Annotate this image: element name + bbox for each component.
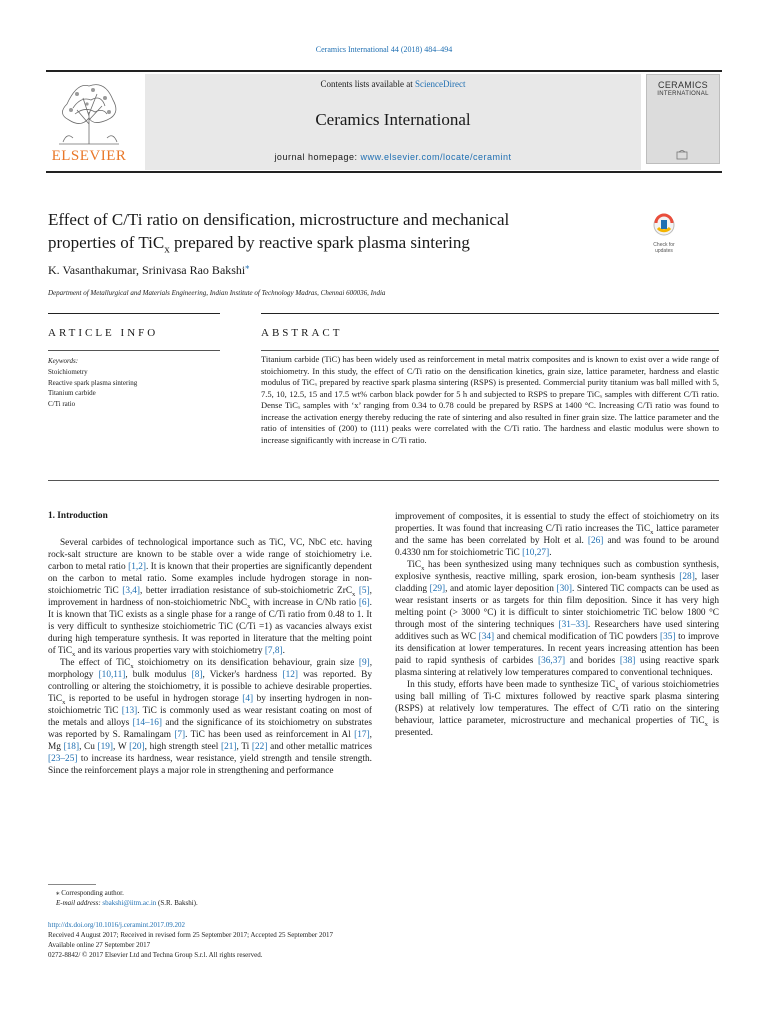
text-run: , Ti — [236, 742, 252, 752]
subscript: x — [421, 564, 425, 572]
body-left-column — [48, 537, 372, 777]
text-run: was reported. By controlling or altering the stoichiometry, it is possible to achieve desirable properties. TiC — [48, 670, 373, 704]
contents-prefix: Contents lists available at — [320, 79, 415, 89]
abstract-heading: ABSTRACT — [261, 327, 343, 339]
author-list — [48, 262, 249, 278]
email-suffix: (S.R. Bakshi). — [156, 899, 198, 907]
reference-link[interactable]: [3,4] — [122, 586, 141, 596]
reference-link[interactable]: [13] — [121, 706, 138, 716]
reference-link[interactable]: [5] — [358, 586, 370, 596]
reference-link[interactable]: [22] — [251, 742, 268, 752]
reference-link[interactable]: [20] — [129, 742, 145, 752]
reference-link[interactable]: [4] — [242, 694, 254, 704]
text-run: In this study, efforts have been made to synthesize TiC — [407, 680, 616, 690]
check-for-updates-badge[interactable] — [646, 213, 682, 254]
email-line — [56, 898, 198, 908]
reference-link[interactable]: [35] — [660, 632, 676, 642]
reference-link[interactable]: [12] — [282, 670, 299, 680]
subscript: x — [352, 590, 356, 598]
journal-citation-link[interactable]: Ceramics International 44 (2018) 484–494 — [315, 45, 453, 54]
text-run: , improvement in hardness of non-stoichiometric NbC — [48, 586, 372, 608]
corresponding-author-note: ⁎ Corresponding author. — [56, 889, 124, 897]
text-run: and chemical modification of TiC powders — [494, 632, 661, 642]
cover-title-line2: INTERNATIONAL — [657, 91, 709, 97]
authors-text: K. Vasanthakumar, Srinivasa Rao Bakshi — [48, 263, 246, 277]
keyword-item: Stoichiometry — [48, 368, 88, 376]
subscript: x — [247, 602, 251, 610]
text-run: and was found to be around 0.4330 nm for stoichiometric TiC — [395, 536, 720, 558]
footnotes — [56, 888, 198, 908]
received-dates: Received 4 August 2017; Received in revised form 25 September 2017; Accepted 25 September 2017 — [48, 931, 333, 939]
reference-link[interactable]: [7,8] — [264, 646, 283, 656]
reference-link[interactable]: [9] — [358, 658, 370, 668]
reference-link[interactable]: [23–25] — [48, 754, 78, 764]
abstract-top-rule — [261, 313, 719, 314]
cover-emblem-icon — [676, 150, 688, 160]
reference-link[interactable]: [18] — [63, 742, 80, 752]
text-run: , high strength steel — [144, 742, 222, 752]
header-top-rule — [46, 70, 722, 72]
reference-link[interactable]: [8] — [191, 670, 203, 680]
text-run: . It is known that TiC exists as a single phase for a range of C/Ti ratio from 0.48 to 1. It is very difficult to synthesize stoichiometric TiC (C/Ti =1) as vacancies always exist during high temperature synthesis. It was reported in literature that the melting point of TiC — [48, 598, 372, 656]
cover-title — [646, 81, 720, 99]
text-run: of various stoichiometries using ball milling of Ti-C mixtures followed by reactive spark plasma sintering (RSPS) at relatively low temperatures. The effect of C/Ti ratio on the sintering behaviour, lattice parameter, microstructure and mechanical properties of TiC — [395, 680, 720, 726]
journal-homepage-link[interactable]: www.elsevier.com/locate/ceramint — [360, 152, 512, 162]
text-run: The effect of TiC — [60, 658, 131, 668]
text-run: stoichiometry on its densification behaviour, grain size — [133, 658, 359, 668]
email-link[interactable]: sbakshi@iitm.ac.in — [102, 899, 157, 907]
title-line-1: Effect of C/Ti ratio on densification, microstructure and mechanical — [48, 210, 510, 229]
keyword-item: C/Ti ratio — [48, 399, 76, 408]
title-subscript: x — [164, 243, 170, 256]
text-run: with increase in C/Nb ratio — [250, 598, 359, 608]
reference-link[interactable]: [31–33] — [558, 620, 588, 630]
text-run: and other metallic matrices — [267, 742, 372, 752]
reference-link[interactable]: [28] — [679, 572, 695, 582]
reference-link[interactable]: [38] — [619, 656, 636, 666]
text-run: , bulk modulus — [125, 670, 192, 680]
text-run: . TiC has been used as reinforcement in Al — [185, 730, 355, 740]
text-run: . TiC is commonly used as wear resistant coating on most of the metals and alloys — [48, 706, 372, 728]
text-run: , better irradiation resistance of sub-stoichiometric ZrC — [140, 586, 353, 596]
badge-text-2: updates — [655, 248, 673, 254]
subscript: x — [704, 720, 708, 728]
keywords-label: Keywords: — [48, 357, 79, 365]
abstract-body: Titanium carbide (TiC) has been widely used as reinforcement in metal matrix composites and is known to exist over a wide range of stoichiometry. In this study, the effect of C/Ti ratio on the densification kinetics, grain size, lattice parameter, hardness and elastic modulus of TiCₓ prepared by reactive spark plasma sintering (RSPS) is presented. Commercial purity titanium was ball milled with 5, 7.5, 10, 12.5, 15 and 17.5 wt% carbon black powder for 5 h and subjected to RSPS to prepare TiCₓ samples with different C/Ti ratio. Dense TiCₓ samples with ‘x’ ranging from 0.34 to 0.78 could be prepared by RSPS at 1400 °C. Increasing C/Ti ratio was found to increase the activation energy thereby reducing the rate of sintering and also resulted in finer grain size. The lattice parameter and the ratio of intensities of (200) to (111) peaks were correlated with the C/Ti ratio. The hardness and elastic modulus were shown to increase significantly with increase in C/Ti ratio. — [261, 354, 719, 445]
reference-link[interactable]: [10,27] — [522, 548, 550, 558]
footnote-rule — [48, 884, 96, 885]
contents-line — [145, 79, 641, 89]
text-run: to increase its hardness, wear resistance, yield strength and tensile strength. Since the reinforcement plays a major role in strengthening and performance — [48, 754, 372, 776]
text-run: , Vicker's hardness — [202, 670, 283, 680]
text-run: , and atomic layer deposition — [445, 584, 557, 594]
title-line-2 — [48, 231, 618, 261]
reference-link[interactable]: [26] — [587, 536, 604, 546]
affiliation: Department of Metallurgical and Materials Engineering, Indian Institute of Technology Madras, Chennai 600036, India — [48, 289, 386, 297]
available-online: Available online 27 September 2017 — [48, 941, 151, 949]
text-run: lattice parameter and the same has been correlated by Holt et al. — [395, 524, 719, 546]
corresponding-author-mark[interactable]: ⁎ — [245, 262, 250, 271]
subscript: x — [62, 698, 66, 706]
reference-link[interactable]: [36,37] — [538, 656, 566, 666]
reference-link[interactable]: [30] — [556, 584, 572, 594]
text-run: , Cu — [79, 742, 98, 752]
reference-link[interactable]: [10,11] — [98, 670, 126, 680]
text-run: is presented. — [395, 716, 720, 738]
title-part: prepared by reactive spark plasma sintering — [169, 233, 470, 252]
article-info-heading: ARTICLE INFO — [48, 327, 159, 339]
text-run: . Sintered TiC compacts can be used as wear resistant inserts or as targets for thin film deposition. Since it has very high melting point (> 3000 °C) it is difficult to sinter stoichiometric TiC below 1800 °C through most of the sintering techniques — [395, 584, 720, 630]
keyword-item: Reactive spark plasma sintering — [48, 378, 138, 387]
text-run: improvement of composites, it is essential to study the effect of stoichiometry on its properties. It was found that increasing C/Ti ratio increases the TiC — [395, 512, 719, 534]
reference-link[interactable]: [1,2] — [128, 562, 146, 572]
article-info-top-rule — [48, 313, 220, 314]
subscript: x — [130, 662, 134, 670]
reference-link[interactable]: [34] — [478, 632, 495, 642]
reference-link[interactable]: [14–16] — [132, 718, 163, 728]
text-run: . It is known that their properties are significantly dependent on the carbon to metal ratio. Some examples include hydrogen storage in non-stoichiometric TiC — [48, 562, 372, 596]
reference-link[interactable]: [29] — [429, 584, 446, 594]
homepage-prefix: journal homepage: — [274, 152, 361, 162]
paragraph — [395, 511, 719, 559]
publication-info — [48, 920, 333, 960]
reference-link[interactable]: [19] — [97, 742, 114, 752]
reference-link[interactable]: [21] — [221, 742, 237, 752]
article-info-rule — [48, 350, 220, 351]
paragraph — [395, 559, 719, 679]
text-run: and the significance of its stoichiometry on substrates was reported by S. Ramalingam — [48, 718, 372, 740]
paragraph — [395, 679, 719, 739]
text-run: is reported to be useful in hydrogen storage — [65, 694, 243, 704]
doi-link[interactable]: http://dx.doi.org/10.1016/j.ceramint.2017.09.202 — [48, 921, 185, 929]
article-title — [48, 208, 618, 261]
section-1-heading: 1. Introduction — [48, 511, 108, 521]
body-right-column — [395, 511, 719, 739]
reference-link[interactable]: [7] — [174, 730, 186, 740]
journal-homepage-line — [145, 152, 641, 162]
subscript: x — [615, 684, 619, 692]
keywords-list — [48, 367, 137, 409]
title-part: properties of TiC — [48, 233, 165, 252]
text-run: Several carbides of technological importance such as TiC, VC, NbC etc. having rock-salt structure are known to be stable over a wide range of stoichiometry i.e. carbon to metal ratio — [48, 538, 372, 572]
subscript: x — [72, 650, 76, 658]
text-run: , laser cladding — [395, 572, 719, 594]
keyword-item: Titanium carbide — [48, 389, 96, 397]
journal-name: Ceramics International — [315, 110, 471, 129]
elsevier-wordmark: ELSEVIER — [51, 148, 127, 164]
cover-title-line1: CERAMICS — [658, 80, 708, 90]
text-run: , Mg — [48, 730, 372, 752]
abstract-bottom-rule — [48, 480, 719, 481]
header-bottom-rule — [46, 171, 722, 173]
text-run: using reactive spark plasma sintering at relatively low temperatures compared to conventional techniques. — [395, 656, 719, 678]
copyright: 0272-8842/ © 2017 Elsevier Ltd and Techna Group S.r.l. All rights reserved. — [48, 951, 263, 959]
text-run: by inserting hydrogen in non-stoichiometric TiC — [48, 694, 373, 716]
check-for-updates-icon — [646, 213, 682, 237]
text-run: TiC — [407, 560, 422, 570]
text-run: and its various properties vary with stoichiometry — [75, 646, 265, 656]
text-run: has been synthesized using many techniques such as combustion synthesis, explosive synthesis, reactive milling, spark erosion, ion-beam synthesis — [395, 560, 719, 582]
text-run: . — [549, 548, 552, 558]
reference-link[interactable]: [6] — [358, 598, 370, 608]
paragraph — [48, 537, 372, 657]
text-run: , morphology — [48, 658, 373, 680]
text-run: . Researchers have used sintering additives such as WC — [395, 620, 720, 642]
sciencedirect-link[interactable]: ScienceDirect — [415, 79, 466, 89]
text-run: to improve its densification at lower temperatures. In recent years increasing attention has been paid to rapid synthesis of carbides — [395, 632, 719, 666]
text-run: and borides — [565, 656, 620, 666]
email-label: E-mail address: — [56, 899, 103, 907]
reference-link[interactable]: [17] — [354, 730, 370, 740]
badge-text-1: Check for — [653, 242, 675, 248]
abstract-rule — [261, 350, 719, 351]
paragraph — [48, 657, 372, 777]
subscript: x — [650, 528, 654, 536]
text-run: , W — [113, 742, 130, 752]
text-run: . — [282, 646, 285, 656]
